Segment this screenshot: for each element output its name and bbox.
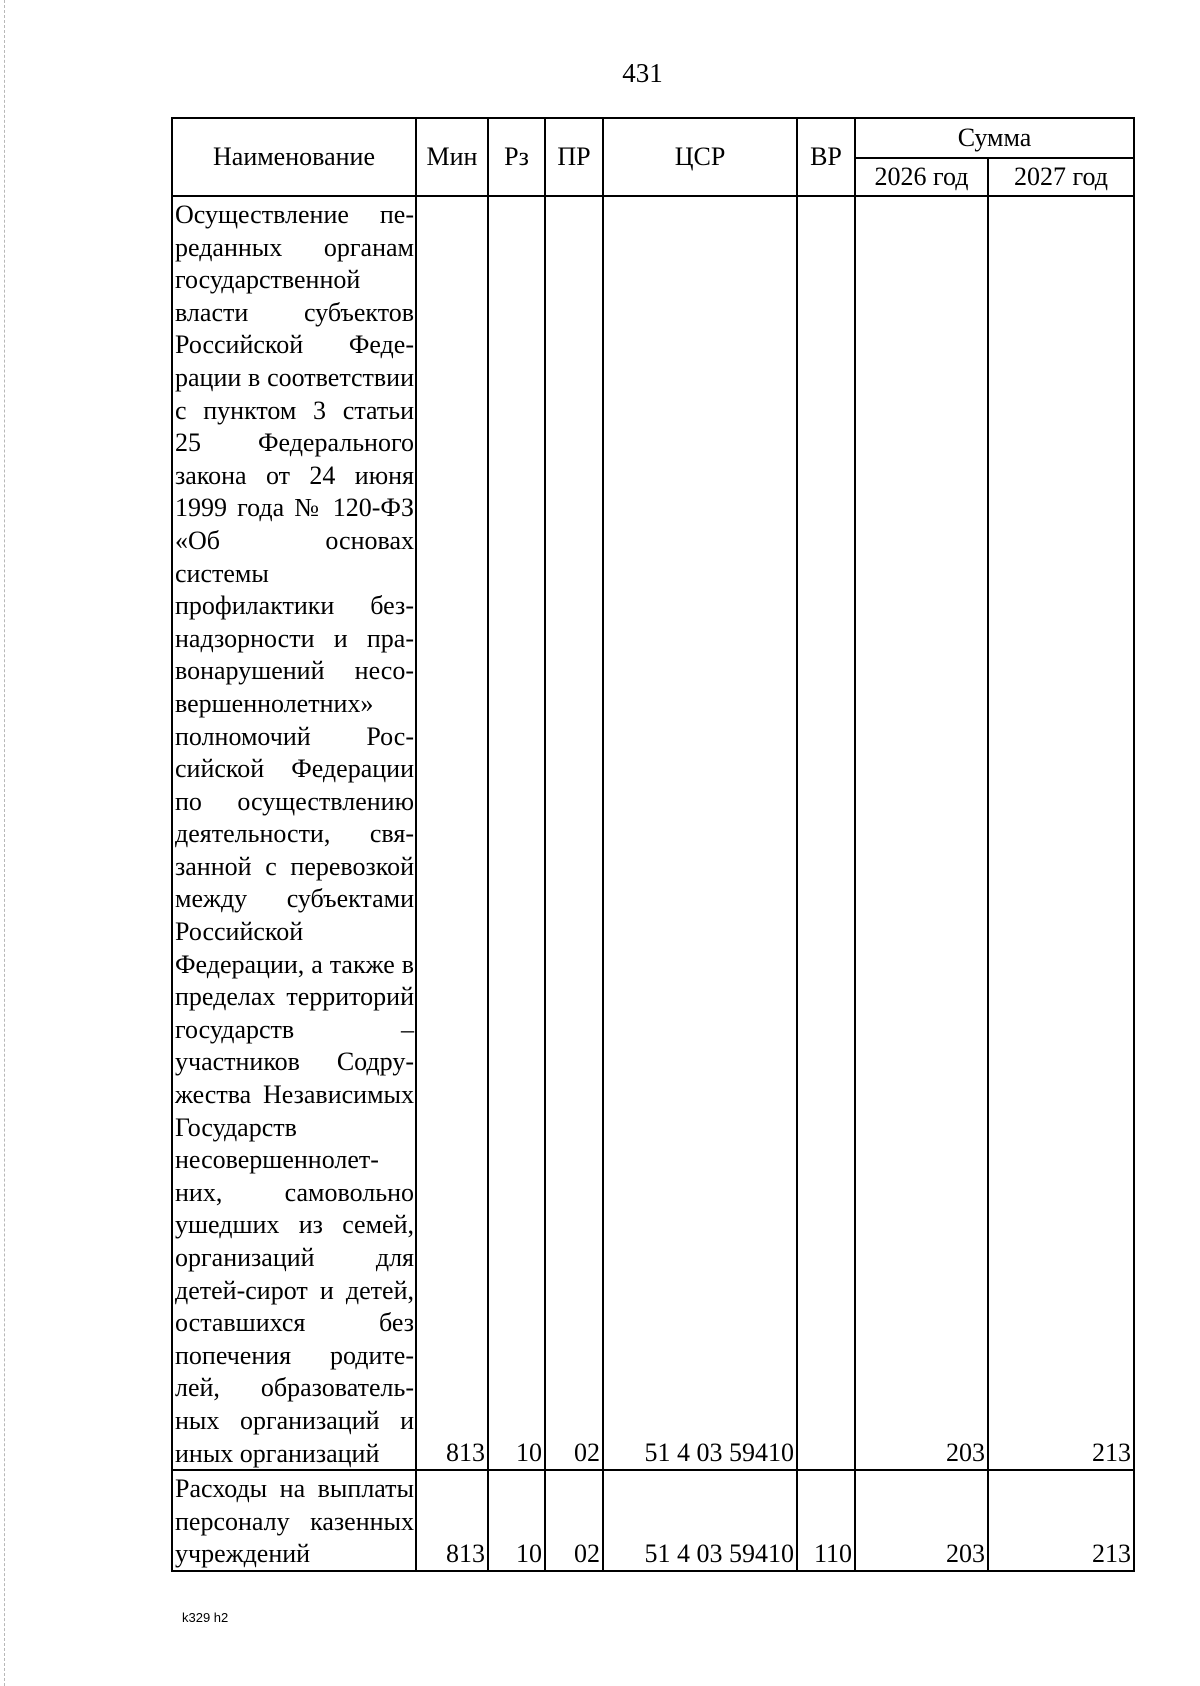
row-pr: 02 (545, 196, 603, 1470)
header-year-2027: 2027 год (988, 158, 1134, 196)
header-pr: ПР (545, 118, 603, 196)
row-csr: 51 4 03 59410 (603, 196, 797, 1470)
table-row (172, 1470, 1134, 1571)
budget-table (171, 117, 1135, 1572)
row-rz: 10 (488, 196, 545, 1470)
footer-code: k329 h2 (182, 1610, 229, 1625)
header-sum: Сумма (855, 118, 1134, 158)
row-rz: 10 (488, 1470, 545, 1571)
table-row (172, 196, 1134, 1470)
row-name: Осуществление переданных органам государственной власти субъектов Российской Федерации в соответствии с пунктом 3 статьи 25 Федерального закона от 24 июня 1999 года № 120-ФЗ «Об основах системы профилактики безнадзорности и правонарушений несовершеннолетних» полномочий Российской Федерации по осуществлению деятельности, связанной с перевозкой между субъектами Российской Федерации, а также в пределах территорий государств – участников Содружества Независимых Государств несовершеннолетних, самовольно ушедших из семей, организаций для детей-сирот и детей, оставшихся без попечения родителей, образовательных организаций и иных организаций (175, 200, 414, 1468)
row-pr: 02 (545, 1470, 603, 1571)
page-number: 431 (622, 58, 663, 88)
row-sum-2027: 213 (988, 1470, 1134, 1571)
row-sum-2026: 203 (855, 196, 988, 1470)
header-name: Наименование (172, 118, 416, 196)
row-min: 813 (416, 196, 488, 1470)
header-min: Мин (416, 118, 488, 196)
header-year-2026: 2026 год (855, 158, 988, 196)
row-csr: 51 4 03 59410 (603, 1470, 797, 1571)
row-vr: 110 (797, 1470, 855, 1571)
row-min: 813 (416, 1470, 488, 1571)
row-sum-2027: 213 (988, 196, 1134, 1470)
row-vr (797, 196, 855, 1470)
row-name-cell (172, 1470, 416, 1571)
header-csr: ЦСР (603, 118, 797, 196)
header-rz: Рз (488, 118, 545, 196)
row-name-cell (172, 196, 416, 1470)
row-sum-2026: 203 (855, 1470, 988, 1571)
row-name: Расходы на выплаты персоналу казенных учреждений (175, 1474, 414, 1569)
header-vr: ВР (797, 118, 855, 196)
page-edge-line (4, 0, 5, 1686)
